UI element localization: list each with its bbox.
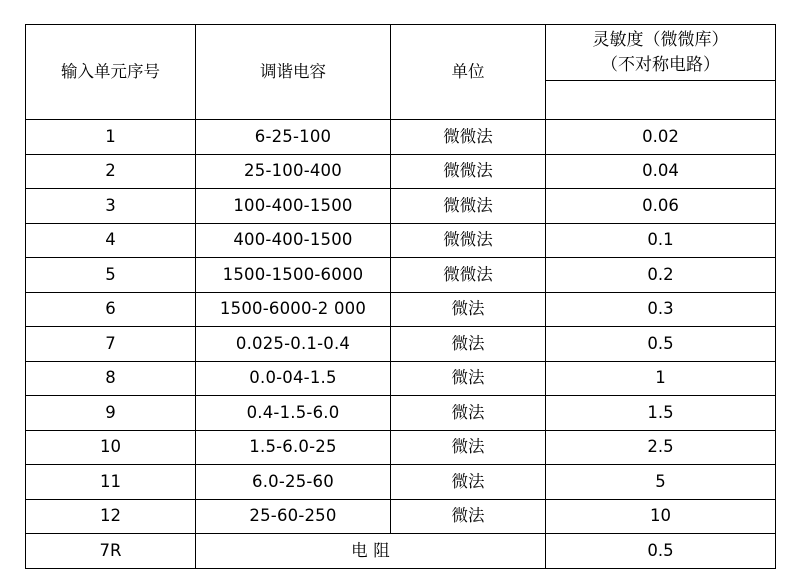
cell-input-unit: 9 [26,396,196,431]
table-row [26,120,776,155]
cell-sensitivity: 0.1 [546,223,776,258]
column-header-input-unit: 输入单元序号 [26,25,196,120]
cell-sensitivity: 10 [546,499,776,534]
table-row [26,534,776,569]
table-row [26,223,776,258]
cell-sensitivity: 0.5 [546,327,776,362]
cell-capacitance: 0.025-0.1-0.4 [196,327,391,362]
table-row [26,396,776,431]
cell-unit: 微法 [391,361,546,396]
cell-unit: 微法 [391,465,546,500]
table-header-row [26,25,776,81]
table-row [26,430,776,465]
table-row [26,292,776,327]
specification-table [25,24,776,569]
cell-capacitance: 1500-1500-6000 [196,258,391,293]
table-row [26,499,776,534]
column-header-sensitivity-line2: （不对称电路） [601,54,720,75]
table-row [26,258,776,293]
cell-input-unit: 3 [26,189,196,224]
table-row [26,361,776,396]
cell-input-unit: 2 [26,154,196,189]
table-body [26,120,776,569]
column-header-sensitivity-line1: 灵敏度（微微库） [592,30,729,50]
table-row [26,465,776,500]
cell-capacitance: 6.0-25-60 [196,465,391,500]
table-row [26,327,776,362]
cell-input-unit: 7 [26,327,196,362]
cell-sensitivity: 0.5 [546,534,776,569]
cell-sensitivity: 1 [546,361,776,396]
cell-capacitance: 100-400-1500 [196,189,391,224]
cell-input-unit: 5 [26,258,196,293]
cell-unit: 微微法 [391,258,546,293]
cell-sensitivity: 0.04 [546,154,776,189]
header-spacer-cell [546,81,776,120]
cell-sensitivity: 0.3 [546,292,776,327]
table-row [26,189,776,224]
cell-unit: 微法 [391,499,546,534]
cell-input-unit: 7R [26,534,196,569]
cell-capacitance: 25-60-250 [196,499,391,534]
cell-input-unit: 10 [26,430,196,465]
column-header-unit: 单位 [391,25,546,120]
column-header-sensitivity [546,25,776,81]
cell-sensitivity: 0.06 [546,189,776,224]
cell-sensitivity: 5 [546,465,776,500]
cell-unit: 微法 [391,327,546,362]
cell-unit: 微法 [391,396,546,431]
cell-capacitance: 25-100-400 [196,154,391,189]
cell-capacitance: 1.5-6.0-25 [196,430,391,465]
cell-unit: 微微法 [391,154,546,189]
cell-capacitance: 1500-6000-2 000 [196,292,391,327]
cell-input-unit: 8 [26,361,196,396]
column-header-tuning-capacitance: 调谐电容 [196,25,391,120]
cell-input-unit: 6 [26,292,196,327]
cell-unit: 微微法 [391,223,546,258]
cell-capacitance-resistor: 电 阻 [196,534,546,569]
cell-capacitance: 0.4-1.5-6.0 [196,396,391,431]
cell-sensitivity: 0.02 [546,120,776,155]
table-header [26,25,776,120]
cell-sensitivity: 2.5 [546,430,776,465]
cell-sensitivity: 1.5 [546,396,776,431]
cell-input-unit: 1 [26,120,196,155]
cell-unit: 微微法 [391,120,546,155]
cell-input-unit: 4 [26,223,196,258]
cell-unit: 微法 [391,292,546,327]
cell-sensitivity: 0.2 [546,258,776,293]
cell-input-unit: 11 [26,465,196,500]
cell-input-unit: 12 [26,499,196,534]
table-row [26,154,776,189]
cell-unit: 微法 [391,430,546,465]
cell-capacitance: 0.0-04-1.5 [196,361,391,396]
cell-capacitance: 6-25-100 [196,120,391,155]
cell-capacitance: 400-400-1500 [196,223,391,258]
cell-unit: 微微法 [391,189,546,224]
